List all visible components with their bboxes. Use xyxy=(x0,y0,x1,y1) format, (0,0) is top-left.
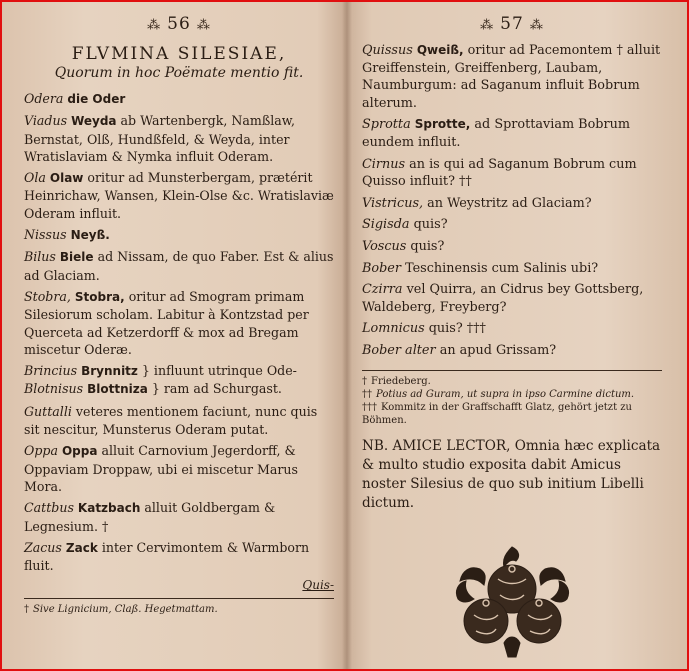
list-item xyxy=(362,195,662,213)
german-name: Oppa xyxy=(61,444,98,459)
footnote xyxy=(24,603,334,616)
list-item xyxy=(24,226,334,244)
entry-text: Teschinensis cum Salinis ubi? xyxy=(401,260,599,276)
footnote-text: Potius ad Guram, ut supra in ipso Carmine dictum. xyxy=(376,388,635,400)
entry-text: vel Quirra, an Cidrus bey Gottsberg, Waldeberg, Freyberg? xyxy=(362,282,644,315)
entry-text: } ram ad Schurgast. xyxy=(147,381,282,397)
german-name: Weyda xyxy=(71,114,117,129)
right-page xyxy=(362,12,662,513)
footnote-text: Friedeberg. xyxy=(371,375,431,387)
entry-text: quis? xyxy=(406,238,445,254)
latin-name: Stobra, xyxy=(24,288,71,304)
list-item xyxy=(24,499,334,535)
list-item xyxy=(362,42,662,112)
list-item xyxy=(362,281,662,316)
latin-name: Odera xyxy=(24,91,64,106)
pomegranate-vignette-icon xyxy=(450,539,575,661)
entry-text: ab Wartenbergk, Namßlaw, Bernstat, Olß, Hundßfeld, & Weyda, inter Wratislaviam & Nymka influit Oderam. xyxy=(24,113,296,164)
list-item xyxy=(362,156,662,191)
footnote xyxy=(362,375,662,388)
list-item xyxy=(362,238,662,256)
entry-text: oritur ad Pacemontem † alluit Greiffenstein, Greiffenberg, Laubam, Naumburgum: ad Saganum influit Bobrum alterum. xyxy=(362,43,661,111)
latin-name: Nissus xyxy=(24,227,67,243)
footnote-mark: ††† xyxy=(362,401,377,413)
list-item xyxy=(362,260,662,278)
footnotes-right xyxy=(362,375,662,427)
german-name: Zack xyxy=(65,540,98,555)
entry-text: an Weystritz ad Glaciam? xyxy=(423,195,592,211)
latin-name: Blotnisus xyxy=(24,381,84,397)
list-item xyxy=(24,248,334,284)
entry-text: veteres mentionem faciunt, nunc quis sit nescitur, Munsterus Oderam putat. xyxy=(24,403,318,438)
list-item xyxy=(24,90,334,108)
german-name: Blottniza xyxy=(87,382,148,397)
page-subheading: Quorum in hoc Poëmate mentio fit. xyxy=(54,65,304,81)
latin-name: Lomnicus xyxy=(362,321,425,337)
catchword: Quis- xyxy=(302,578,334,593)
list-item xyxy=(362,342,662,360)
river-list-left xyxy=(24,90,334,574)
river-list-right xyxy=(362,42,662,360)
reader-note-text: Omnia hæc explicata & multo studio exposita dabit Amicus noster Silesius de quo sub initium Libelli dictum. xyxy=(362,437,661,511)
reader-note xyxy=(362,437,662,513)
latin-name: Cattbus xyxy=(24,500,74,516)
footnote-mark: † xyxy=(24,604,29,616)
latin-name: Brincius xyxy=(24,363,78,379)
latin-name: Oppa xyxy=(24,443,58,459)
entry-text: inter Cervimontem & Warmborn fluit. xyxy=(24,539,310,574)
latin-name: Bilus xyxy=(24,249,56,265)
latin-name: Zacus xyxy=(24,539,62,555)
page-gutter xyxy=(342,2,352,669)
list-item xyxy=(24,442,334,495)
latin-name: Quissus xyxy=(362,43,413,58)
footnote-rule xyxy=(362,370,662,371)
list-item xyxy=(362,320,662,338)
latin-name: Czirra xyxy=(362,282,403,298)
list-item xyxy=(24,362,334,380)
entry-text: } influunt utrinque Ode- xyxy=(137,363,297,379)
list-item xyxy=(24,539,334,575)
entry-text: quis? ††† xyxy=(424,321,486,337)
german-name: Biele xyxy=(59,250,94,265)
floral-ornament-icon: ⁂ xyxy=(196,18,211,33)
entry-text: alluit Goldbergam & Legnesium. † xyxy=(24,500,276,534)
list-item xyxy=(362,216,662,234)
latin-name: Guttalli xyxy=(24,403,72,419)
page-heading: FLVMINA SILESIAE, xyxy=(71,44,287,64)
entry-text: oritur ad Smogram primam Silesiorum scholam. Labitur à Kontzstad per Querceta ad Ketzerdorff & mox ad Bregam miscetur Oderæ. xyxy=(24,288,309,357)
entry-text: ad Sprottaviam Bobrum eundem influit. xyxy=(362,117,630,150)
footnote xyxy=(362,388,662,401)
reader-note-label: NB. AMICE LECTOR, xyxy=(362,437,511,454)
latin-name: Sprotta xyxy=(362,117,411,133)
list-item xyxy=(24,288,334,358)
list-item xyxy=(24,112,334,165)
page-number-right xyxy=(362,12,662,36)
entry-text: an is qui ad Saganum Bobrum cum Quisso influit? †† xyxy=(362,156,637,190)
latin-name: Voscus xyxy=(362,238,407,254)
german-name: die Oder xyxy=(67,92,126,106)
german-name: Qweiß, xyxy=(416,43,464,57)
page-number-text: 57 xyxy=(500,14,524,34)
page-number-text: 56 xyxy=(167,14,191,34)
german-name: Sprotte, xyxy=(414,117,471,132)
floral-ornament-icon: ⁂ xyxy=(529,18,544,33)
latin-name: Ola xyxy=(24,170,46,186)
entry-text: oritur ad Munsterbergam, prætérit Heinrichaw, Wansen, Klein-Olse &c. Wratislaviæ Oderam influit. xyxy=(24,170,334,221)
footnote-mark: †† xyxy=(362,388,372,400)
german-name: Olaw xyxy=(49,171,84,186)
german-name: Katzbach xyxy=(77,501,141,516)
entry-text: ad Nissam, de quo Faber. Est & alius ad Glaciam. xyxy=(24,249,334,283)
footnote xyxy=(362,401,662,427)
footnote-mark: † xyxy=(362,375,367,387)
footnote-text: Kommitz in der Graffschafft Glatz, gehört jetzt zu Böhmen. xyxy=(362,401,632,426)
footnote-rule xyxy=(24,598,334,599)
floral-ornament-icon: ⁂ xyxy=(147,18,162,33)
list-item xyxy=(362,116,662,151)
list-item xyxy=(24,403,334,439)
german-name: Stobra, xyxy=(74,289,125,304)
latin-name: Vistricus, xyxy=(362,195,424,211)
entry-text: quis? xyxy=(409,217,448,233)
german-name: Neyß. xyxy=(70,228,110,243)
list-item xyxy=(24,169,334,222)
latin-name: Cirnus xyxy=(362,156,406,172)
latin-name: Sigisda xyxy=(362,217,410,233)
german-name: Brynnitz xyxy=(81,364,138,379)
left-page xyxy=(24,12,334,616)
latin-name: Bober xyxy=(362,260,401,276)
floral-ornament-icon: ⁂ xyxy=(480,18,495,33)
list-item xyxy=(24,380,334,398)
entry-text: alluit Carnovium Jegerdorff, & Oppaviam Droppaw, ubi ei miscetur Marus Mora. xyxy=(24,443,298,494)
latin-name: Bober alter xyxy=(362,342,436,358)
footnote-text: Sive Lignicium, Claß. Hegetmattam. xyxy=(33,604,218,616)
entry-text: an apud Grissam? xyxy=(435,342,557,358)
page-number-left xyxy=(24,12,334,36)
latin-name: Viadus xyxy=(24,113,68,129)
